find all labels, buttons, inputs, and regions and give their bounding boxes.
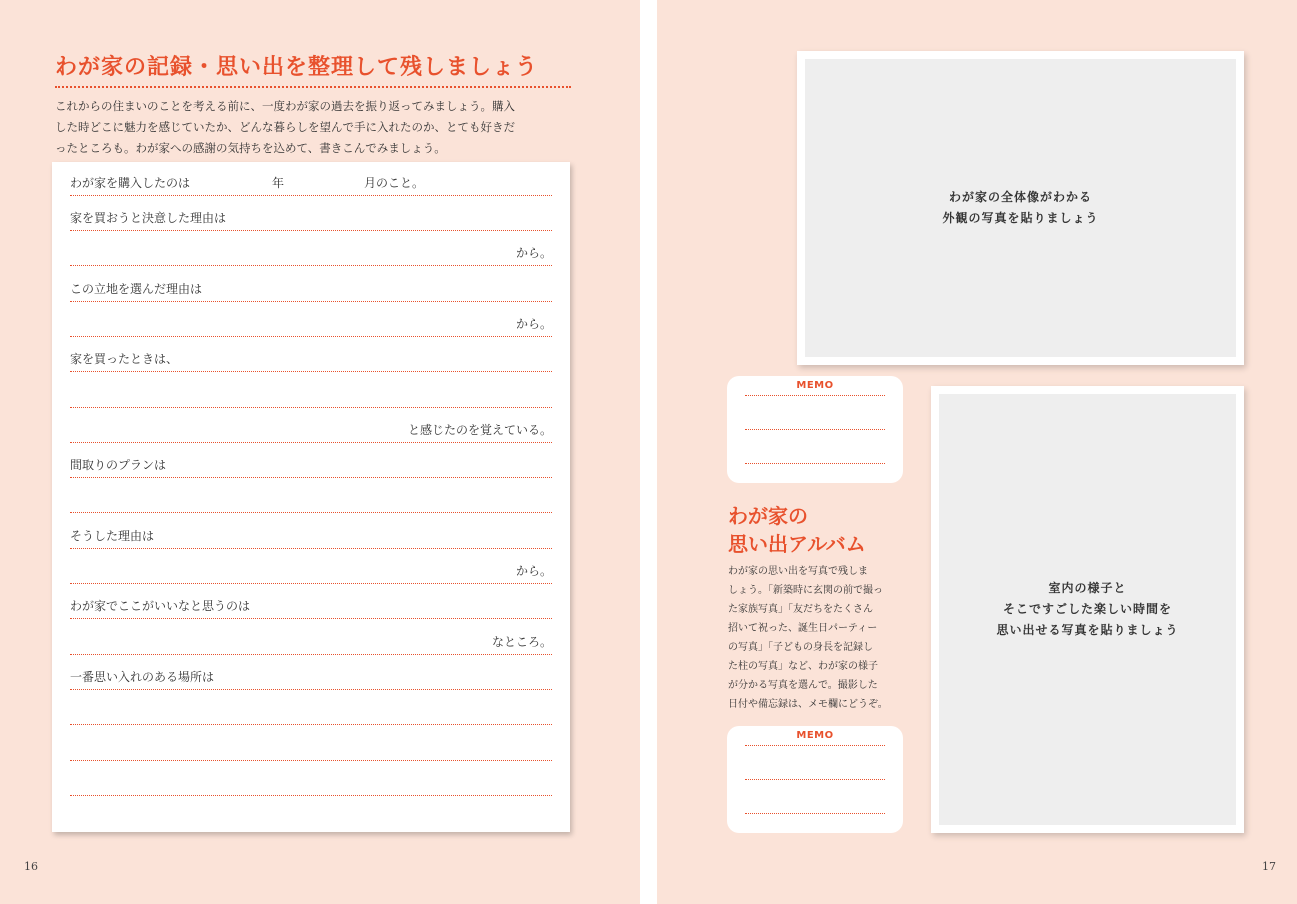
memo-line (745, 813, 885, 814)
reason-line[interactable] (70, 206, 552, 231)
good-point-label: わが家でここがいいなと思うのは (70, 599, 251, 613)
floorplan-line[interactable] (70, 453, 552, 478)
floorplan-reason-line[interactable] (70, 524, 552, 549)
title-divider (55, 86, 571, 88)
memo-label: MEMO (796, 730, 834, 741)
feeling-blank-line[interactable] (70, 383, 552, 408)
purchase-date-line[interactable] (70, 171, 552, 196)
floorplan-label: 間取りのプランは (70, 458, 167, 472)
floorplan-blank-line[interactable] (70, 488, 552, 513)
floorplan-reason-label: そうした理由は (70, 529, 155, 543)
intro-line: した時どこに魅力を感じていたか、どんな暮らしを望んで手に入れたのか、とても好きだ (55, 120, 515, 134)
page-number-right: 17 (1262, 860, 1276, 873)
feeling-suffix-label: と感じたのを覚えている。 (407, 423, 552, 437)
interior-photo-frame[interactable] (931, 386, 1244, 833)
album-title: わが家の 思い出アルバム (728, 504, 866, 556)
memo-line (745, 745, 885, 746)
memo-line (745, 463, 885, 464)
memo-label: MEMO (796, 380, 834, 391)
page-title: わが家の記録・思い出を整理して残しましょう (55, 55, 539, 80)
album-description: わが家の思い出を写真で残しま しょう。「新築時に玄関の前で撮っ た家族写真」「友だちをたくさん 招いて祝った、誕生日パーティー の写真」「子どもの身長を記録し た柱の写真」など、わが家の様子 が分かる写真を選んで。撮影した 日付や備忘録は、メモ欄にどうぞ。 (728, 566, 888, 710)
favorite-place-blank-line[interactable] (70, 771, 552, 796)
reason-end-line[interactable] (70, 241, 552, 266)
memo-box-2[interactable] (727, 726, 903, 833)
location-line[interactable] (70, 277, 552, 302)
kara-label: から。 (515, 564, 552, 578)
interior-photo-caption: 室内の様子と そこですごした楽しい時間を 思い出せる写真を貼りましょう (996, 581, 1179, 637)
feeling-line[interactable] (70, 347, 552, 372)
record-form-card (52, 162, 570, 832)
intro-line: これからの住まいのことを考える前に、一度わが家の過去を振り返ってみましょう。購入 (55, 99, 515, 113)
page-number-left: 16 (24, 860, 38, 873)
kara-label: から。 (515, 246, 552, 260)
memo-box-1[interactable] (727, 376, 903, 483)
intro-paragraph (55, 96, 575, 159)
exterior-photo-placeholder (805, 59, 1236, 357)
memo-line (745, 395, 885, 396)
floorplan-reason-end-line[interactable] (70, 559, 552, 584)
memo-line (745, 779, 885, 780)
month-label: 月のこと。 (364, 176, 425, 190)
reason-label: 家を買おうと決意した理由は (70, 211, 227, 225)
good-point-line[interactable] (70, 594, 552, 619)
exterior-photo-caption: わが家の全体像がわかる 外観の写真を貼りましょう (942, 190, 1099, 225)
good-point-end-line[interactable] (70, 630, 552, 655)
exterior-photo-frame[interactable] (797, 51, 1244, 365)
favorite-place-label: 一番思い入れのある場所は (70, 670, 215, 684)
year-label: 年 (272, 176, 285, 190)
location-end-line[interactable] (70, 312, 552, 337)
good-point-suffix-label: なところ。 (491, 635, 552, 649)
feeling-end-line[interactable] (70, 418, 552, 443)
memo-line (745, 429, 885, 430)
interior-photo-placeholder (939, 394, 1236, 825)
location-label: この立地を選んだ理由は (70, 282, 203, 296)
feeling-label: 家を買ったときは、 (70, 352, 179, 366)
favorite-place-blank-line[interactable] (70, 700, 552, 725)
purchase-prefix-label: わが家を購入したのは (70, 176, 191, 190)
favorite-place-blank-line[interactable] (70, 736, 552, 761)
intro-line: ったところも。わが家への感謝の気持ちを込めて、書きこんでみましょう。 (55, 141, 446, 155)
favorite-place-line[interactable] (70, 665, 552, 690)
kara-label: から。 (515, 317, 552, 331)
